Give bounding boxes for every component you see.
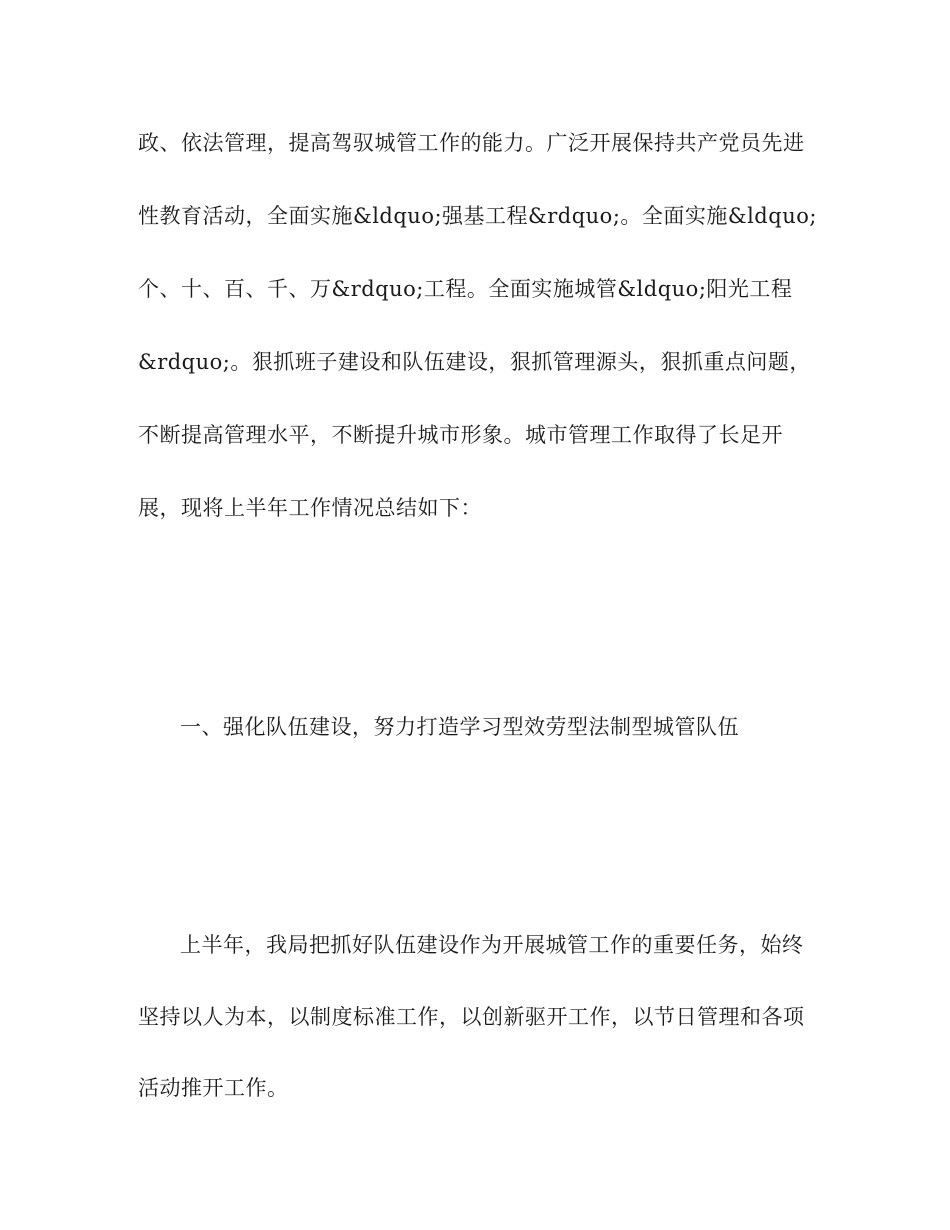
- paragraph-line: 政、依法管理，提高驾驭城管工作的能力。广泛开展保持共产党员先进: [138, 131, 805, 155]
- paragraph-line: 上半年，我局把抓好队伍建设作为开展城管工作的重要任务，始终: [180, 933, 804, 957]
- section-heading: 一、强化队伍建设，努力打造学习型效劳型法制型城管队伍: [180, 715, 739, 739]
- paragraph-line: 活动推开工作。: [138, 1076, 289, 1100]
- paragraph-line: 个、十、百、千、万&rdquo;工程。全面实施城管&ldquo;阳光工程: [138, 277, 793, 301]
- paragraph-line: 性教育活动，全面实施&ldquo;强基工程&rdquo;。全面实施&ldquo;: [138, 204, 817, 228]
- paragraph-line: 不断提高管理水平，不断提升城市形象。城市管理工作取得了长足开: [138, 423, 783, 447]
- paragraph-line: &rdquo;。狠抓班子建设和队伍建设，狠抓管理源头，狠抓重点问题，: [138, 350, 811, 374]
- paragraph-line: 坚持以人为本，以制度标准工作，以创新驱开工作，以节日管理和各项: [138, 1005, 805, 1029]
- paragraph-line: 展，现将上半年工作情况总结如下：: [138, 496, 482, 520]
